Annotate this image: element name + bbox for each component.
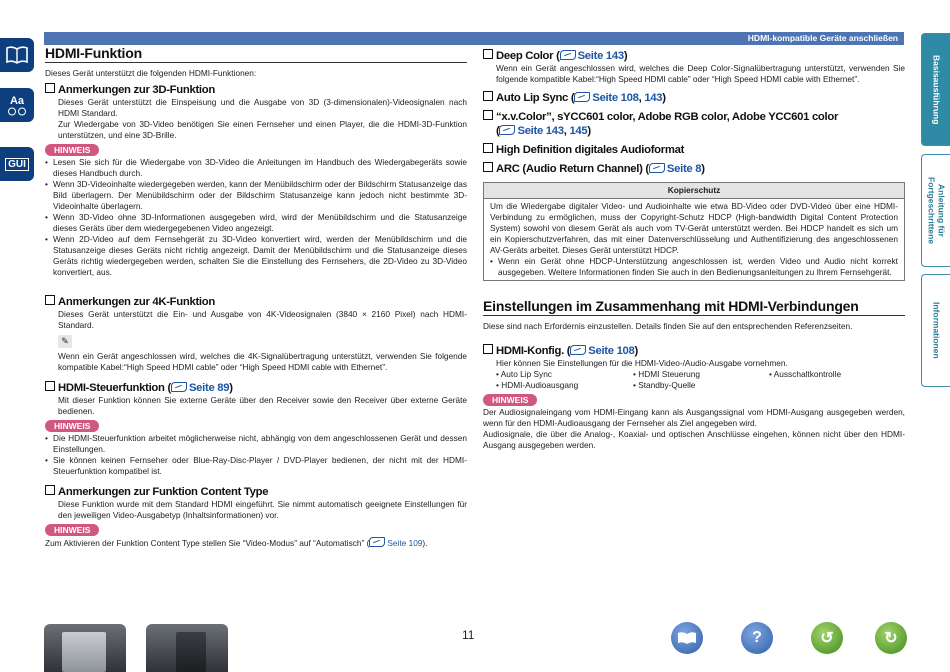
hinweis-badge: HINWEIS bbox=[483, 394, 537, 406]
heading-deep-color: Deep Color ( Seite 143) bbox=[483, 49, 905, 63]
heading-lip-sync: Auto Lip Sync ( Seite 108, 143) bbox=[483, 91, 905, 105]
settings-intro: Diese sind nach Erfordernis einzustellen. Details finden Sie auf den entsprechenden Referenzseiten. bbox=[483, 321, 853, 331]
right-column bbox=[483, 49, 905, 451]
list-item: • HDMI Steuerung bbox=[633, 369, 769, 380]
intro-text: Dieses Gerät unterstützt die folgenden HDMI-Funktionen: bbox=[45, 68, 257, 78]
link-seite-143[interactable]: Seite 143 bbox=[560, 50, 624, 62]
link-seite-108[interactable]: Seite 108 bbox=[570, 345, 634, 357]
list-item: • Sie können keinen Fernseher oder Blue-Ray-Disc-Player / DVD-Player bedienen, der nicht mit der HDMI-Steuerfunktion kompatibel ist. bbox=[45, 455, 467, 477]
heading-arc: ARC (Audio Return Channel) ( Seite 8) bbox=[483, 162, 905, 176]
text-content-note: Zum Aktivieren der Funktion Content Type stellen Sie “Video-Modus” auf “Automatisch” ( Seite 109). bbox=[45, 538, 428, 548]
front-panel-thumbnail[interactable] bbox=[44, 624, 126, 672]
gui-icon[interactable] bbox=[0, 147, 34, 181]
page-ref-icon bbox=[499, 125, 515, 135]
page-ref-icon bbox=[171, 382, 187, 392]
kopierschutz-text: Um die Wiedergabe digitaler Video- und Audioinhalte wie etwa BD-Video oder DVD-Video über eine HDMI-Verbindung zu ermöglichen, muss der Copyright-Schutz HDCP (High-bandwidth Digital Content Protection System) sowohl von diesem Gerät als auch vom TV-Gerät unterstützt werden. Bei HDCP handelt es sich um ein Kopierschutzverfahren, das mit einer Datenverschlüsselung und Authentifizierung des angeschlossenen AV-Geräts arbeitet. Dieses Gerät unterstützt HDCP. bbox=[490, 201, 898, 255]
note-icon: ✎ bbox=[58, 335, 72, 348]
back-icon[interactable]: ↺ bbox=[811, 622, 843, 654]
heading-hdmi-konfig: HDMI-Konfig. ( Seite 108) bbox=[483, 344, 905, 358]
link-seite-143[interactable]: Seite 143 bbox=[499, 125, 563, 137]
bullet-list-steuer bbox=[45, 433, 467, 477]
link-seite-109[interactable]: Seite 109 bbox=[369, 538, 422, 548]
link-seite-108[interactable]: Seite 108 bbox=[574, 92, 638, 104]
link-143[interactable]: 143 bbox=[644, 92, 663, 104]
settings-heading: Einstellungen im Zusammenhang mit HDMI-Verbindungen bbox=[483, 301, 905, 316]
page-number: 11 bbox=[462, 628, 475, 642]
text-3d-1: Dieses Gerät unterstützt die Einspeisung und die Ausgabe von 3D (3-dimensionalen)-Videosignalen nach HDMI Standard. bbox=[58, 97, 467, 118]
list-item: • Wenn 2D-Video auf dem Fernsehgerät zu 3D-Video konvertiert wird, werden der Menübildschirm und die Statusanzeige dieses Geräts nicht richtig angezeigt. Damit der Menübildschirm und die Statusanzeige dieses Geräts richtig wiedergegeben werden, schalten Sie die Einstellung des Fernsehers, die 2D-Video zu 3D-Video konvertiert, aus. bbox=[45, 234, 467, 278]
list-item: • Wenn ein Gerät ohne HDCP-Unterstützung angeschlossen ist, werden Video und Audio nicht korrekt ausgegeben. Weitere Informationen finden Sie auch in den Bedienungsanleitungen zu Ihrem Fernsehgerät. bbox=[490, 256, 898, 278]
heading-steuerfunktion: HDMI-Steuerfunktion ( Seite 89) bbox=[45, 381, 467, 395]
heading-hd-audio: High Definition digitales Audioformat bbox=[483, 143, 905, 157]
text-hinweis-2: Audiosignale, die über die Analog-, Koaxial- und optischen Anschlüsse eingehen, können nicht über den HDMI-Ausgang ausgegeben werden. bbox=[483, 429, 905, 450]
text-konfig: Hier können Sie Einstellungen für die HDMI-Video-/Audio-Ausgabe vornehmen. bbox=[496, 358, 788, 368]
text-3d-2: Zur Wiedergabe von 3D-Video benötigen Sie einen Fernseher und einen Player, die die HDMI-3D-Funktion unterstützen, und eine 3D-Brille. bbox=[58, 119, 467, 140]
font-icon-label: Aa bbox=[9, 94, 25, 107]
heading-3d: Anmerkungen zur 3D-Funktion bbox=[45, 83, 467, 97]
left-column bbox=[45, 45, 467, 549]
tab-fortgeschrittene[interactable] bbox=[921, 154, 950, 267]
tab-label: Basisausführung bbox=[931, 54, 942, 125]
heading-xvcolor: “x.v.Color”, sYCC601 color, Adobe RGB color, Adobe YCC601 color bbox=[483, 110, 905, 124]
page-ref-icon bbox=[570, 345, 586, 355]
page-ref-icon bbox=[574, 92, 590, 102]
list-item: • Lesen Sie sich für die Wiedergabe von 3D-Video die Anleitungen im Handbuch des Wiedergabegeräts sowie dieses Handbuch durch. bbox=[45, 157, 467, 179]
section-title: HDMI-kompatible Geräte anschließen bbox=[747, 33, 898, 43]
tab-basisausfuehrung[interactable] bbox=[921, 33, 950, 146]
hinweis-badge: HINWEIS bbox=[45, 524, 99, 536]
heading-4k: Anmerkungen zur 4K-Funktion bbox=[45, 295, 467, 309]
list-item: • Wenn 3D-Video ohne 3D-Informationen ausgegeben wird, wird der Menübildschirm und die Statusanzeige dieses Geräts über dem wiedergegebenen Video angezeigt. bbox=[45, 212, 467, 234]
text-deep-color: Wenn ein Gerät angeschlossen wird, welches die Deep Color-Signalübertragung unterstützt, verwenden Sie folgende kompatible Kabel:“High Speed HDMI cable” oder “High Speed HDMI cable with Ethernet”. bbox=[496, 63, 905, 84]
kopierschutz-box bbox=[483, 182, 905, 281]
forward-icon[interactable]: ↻ bbox=[875, 622, 907, 654]
header-bar bbox=[44, 32, 904, 45]
list-item: • Auto Lip Sync bbox=[496, 369, 633, 380]
font-icon[interactable] bbox=[0, 88, 34, 122]
text-hinweis-1: Der Audiosignaleingang vom HDMI-Eingang kann als Ausgangssignal vom HDMI-Ausgang ausgegeben werden, wenn für den HDMI-Audioausgang der Fernseher als Ziel angegeben wird. bbox=[483, 407, 905, 428]
list-item: • HDMI-Audioausgang bbox=[496, 380, 633, 391]
page-ref-icon bbox=[649, 163, 665, 173]
heading-content-type: Anmerkungen zur Funktion Content Type bbox=[45, 485, 467, 499]
konfig-items bbox=[483, 369, 905, 391]
page-ref-icon bbox=[560, 50, 576, 60]
book-icon[interactable] bbox=[0, 38, 34, 72]
hinweis-badge: HINWEIS bbox=[45, 420, 99, 432]
list-item: • Standby-Quelle bbox=[633, 380, 769, 391]
book-icon[interactable] bbox=[671, 622, 703, 654]
hinweis-badge: HINWEIS bbox=[45, 144, 99, 156]
help-icon[interactable]: ? bbox=[741, 622, 773, 654]
list-item: • Ausschaltkontrolle bbox=[769, 369, 899, 380]
tab-label: Anleitung für Fortgeschrittene bbox=[926, 176, 947, 245]
text-4k-note: Wenn ein Gerät angeschlossen wird, welches die 4K-Signalübertragung unterstützt, verwenden Sie folgende kompatible Kabel:“High Speed HDMI cable” oder “High Speed HDMI cable with Ethernet”. bbox=[58, 351, 467, 372]
bullet-list-3d bbox=[45, 157, 467, 278]
link-seite-89[interactable]: Seite 89 bbox=[171, 382, 229, 394]
xvcolor-refs: ( Seite 143, 145) bbox=[496, 125, 591, 137]
kopierschutz-title: Kopierschutz bbox=[484, 183, 904, 199]
page-ref-icon bbox=[369, 537, 385, 547]
link-seite-8[interactable]: Seite 8 bbox=[649, 163, 701, 175]
list-item: • Die HDMI-Steuerfunktion arbeitet möglicherweise nicht, abhängig von dem angeschlossenen Gerät und dessen Einstellungen. bbox=[45, 433, 467, 455]
text-content: Diese Funktion wurde mit dem Standard HDMI eingeführt. Sie nimmt automatisch geeignete Einstellungen für den jeweiligen Video-Ausgabetyp (Inhaltsinformationen) vor. bbox=[58, 499, 467, 520]
section-heading: HDMI-Funktion bbox=[45, 48, 467, 63]
text-steuer: Mit dieser Funktion können Sie externe Geräte über den Receiver sowie den Receiver über externe Geräte bedienen. bbox=[58, 395, 467, 416]
link-145[interactable]: 145 bbox=[569, 125, 588, 137]
tab-informationen[interactable] bbox=[921, 274, 950, 387]
tab-label: Informationen bbox=[931, 302, 942, 359]
gui-icon-label: GUI bbox=[5, 158, 29, 171]
list-item: • Wenn 3D-Videoinhalte wiedergegeben werden, kann der Menübildschirm oder der Bildschirm Statusanzeige das Bild überlagern. Der Menübildschirm oder der Bildschirm Statusanzeige kann jedoch nicht bestimmte 3D-Videoinhalte überlagern. bbox=[45, 179, 467, 212]
text-4k: Dieses Gerät unterstützt die Ein- und Ausgabe von 4K-Videosignalen (3840 × 2160 Pixel) nach HDMI-Standard. bbox=[58, 309, 467, 330]
remote-thumbnail[interactable] bbox=[146, 624, 228, 672]
